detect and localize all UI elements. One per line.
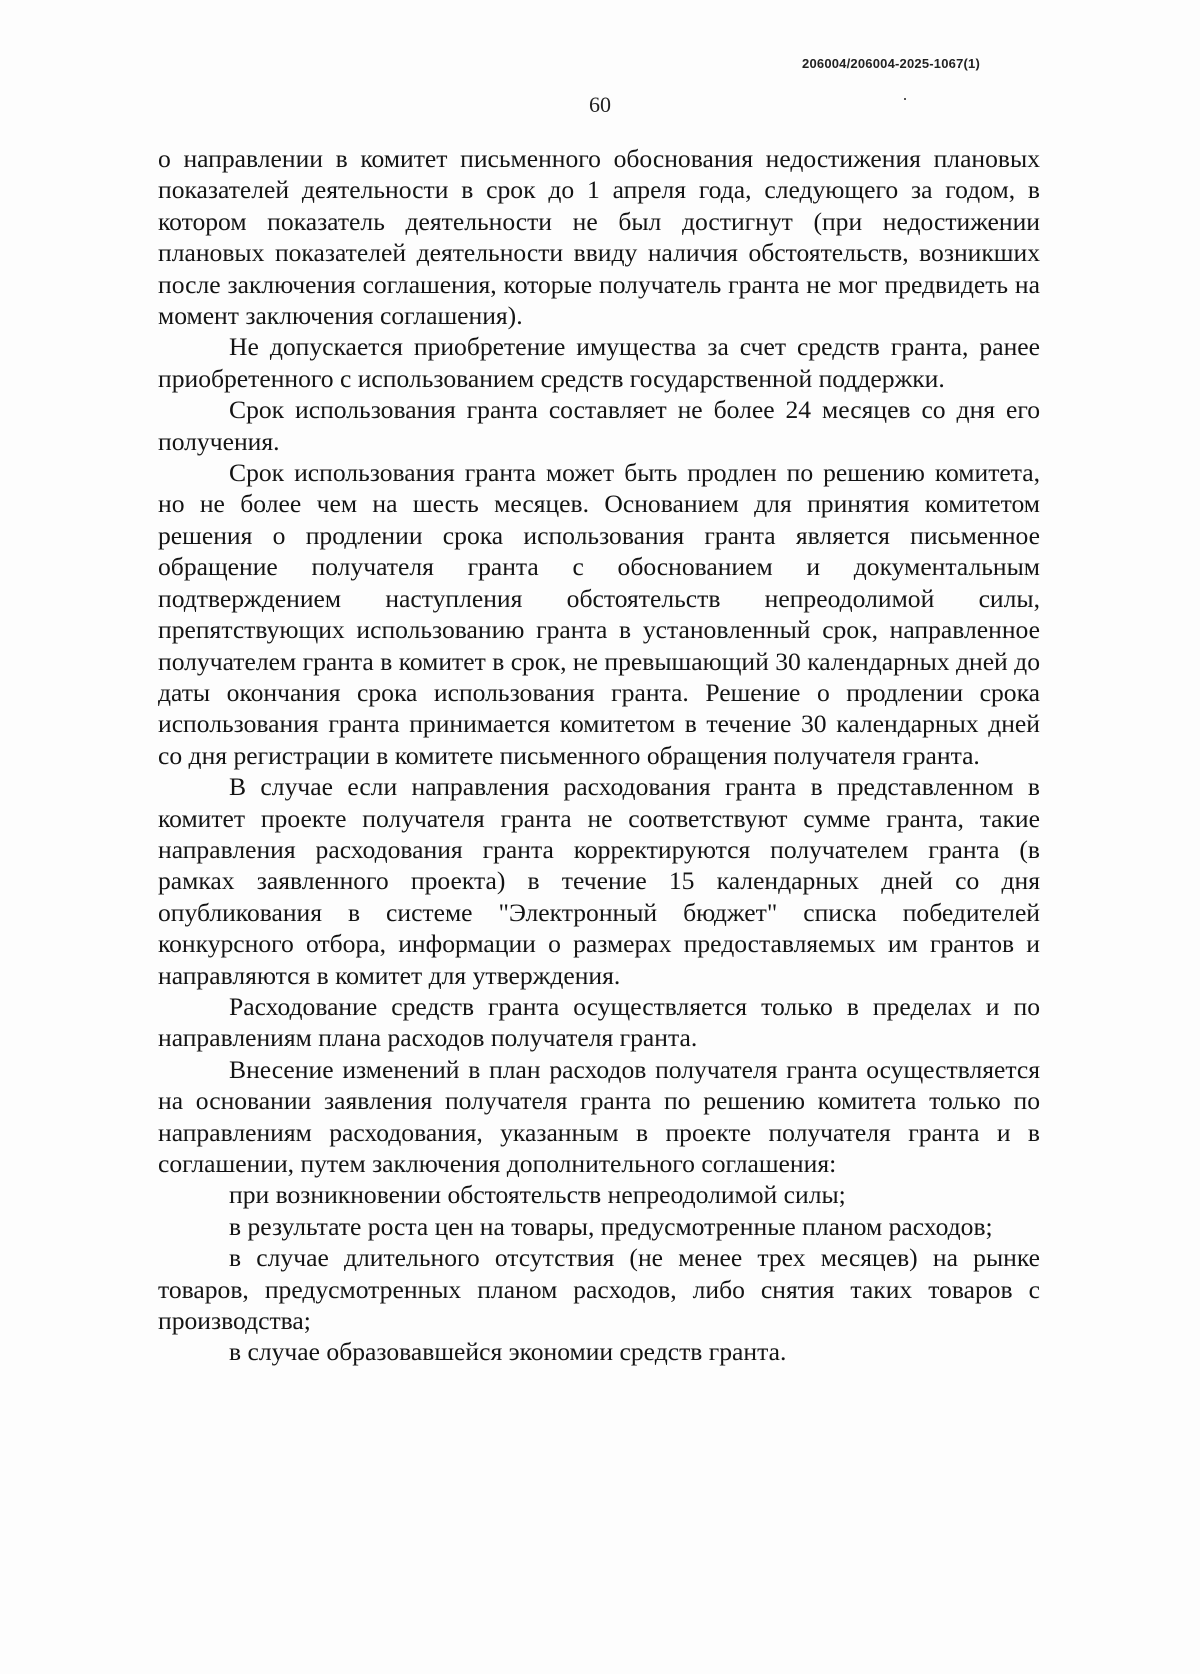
scan-speck (904, 98, 906, 100)
paragraph: В случае если направления расходования гранта в представленном в комитет проекте получателя гранта не соответствуют сумме гранта, такие направления расходования гранта корректируются получателем гранта (в рамках заявленного проекта) в течение 15 календарных дней со дня опубликования в системе "Электронный бюджет" списка победителей конкурсного отбора, информации о размерах предоставляемых им грантов и направляются в комитет для утверждения. (158, 772, 1040, 990)
paragraph: Срок использования гранта может быть продлен по решению комитета, но не более чем на шесть месяцев. Основанием для принятия комитетом решения о продлении срока использования гранта является письменное обращение получателя гранта с обоснованием и документальным подтверждением наступления обстоятельств непреодолимой силы, препятствующих использованию гранта в установленный срок, направленное получателем гранта в комитет в срок, не превышающий 30 календарных дней до даты окончания срока использования гранта. Решение о продлении срока использования гранта принимается комитетом в течение 30 календарных дней со дня регистрации в комитете письменного обращения получателя гранта. (158, 458, 1040, 770)
list-item: при возникновении обстоятельств непреодолимой силы; (229, 1180, 846, 1210)
paragraph-continuation: о направлении в комитет письменного обоснования недостижения плановых показателей деятельности в срок до 1 апреля года, следующего за годом, в котором показатель деятельности не был достигнут (при недостижении плановых показателей деятельности ввиду наличия обстоятельств, возникших после заключения соглашения, которые получатель гранта не мог предвидеть на момент заключения соглашения). (158, 144, 1040, 331)
paragraph: Не допускается приобретение имущества за счет средств гранта, ранее приобретенного с использованием средств государственной поддержки. (158, 332, 1040, 393)
paragraph: Срок использования гранта составляет не более 24 месяцев со дня его получения. (158, 395, 1040, 456)
list-item: в случае длительного отсутствия (не менее трех месяцев) на рынке товаров, предусмотренных планом расходов, либо снятия таких товаров с производства; (158, 1243, 1040, 1336)
list-item: в случае образовавшейся экономии средств гранта. (229, 1337, 787, 1367)
document-body (158, 143, 1040, 1368)
document-id: 206004/206004-2025-1067(1) (802, 56, 980, 71)
paragraph: Внесение изменений в план расходов получателя гранта осуществляется на основании заявления получателя гранта по решению комитета только по направлениям расходования, указанным в проекте получателя гранта и в соглашении, путем заключения дополнительного соглашения: (158, 1054, 1040, 1178)
page-number: 60 (589, 92, 611, 117)
list-item: в результате роста цен на товары, предусмотренные планом расходов; (229, 1211, 993, 1241)
paragraph: Расходование средств гранта осуществляется только в пределах и по направлениям плана расходов получателя гранта. (158, 991, 1040, 1053)
